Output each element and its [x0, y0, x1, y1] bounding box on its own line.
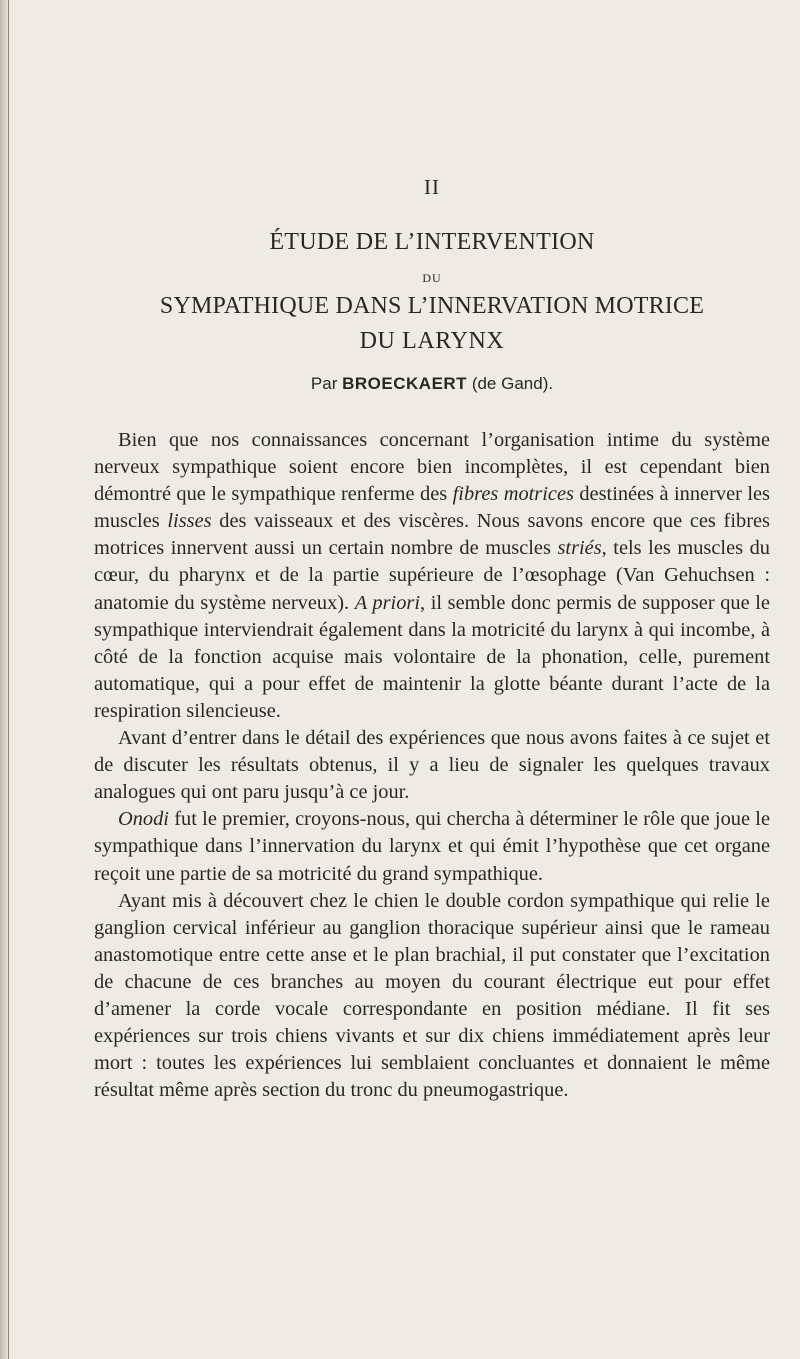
paragraph-text: fut le premier, croyons-nous, qui chercha à déterminer le rôle que joue le sympathique dans l’innervation du larynx et qui émit l’hypothèse que cet organe reçoit une partie de sa motricité du grand sympathique. — [94, 808, 770, 885]
paragraph-text: Avant d’entrer dans le détail des expériences que nous avons faites à ce sujet et de discuter les résultats obtenus, il y a lieu de signaler les quelques travaux analogues qui ont paru jusqu’à ce jour. — [94, 727, 770, 804]
article-title-connector: DU — [422, 271, 442, 285]
italic-term: striés — [557, 537, 602, 560]
paragraph-text: , il semble donc permis de supposer que le sympathique interviendrait également dans la motricité du larynx à qui incombe, à côté de la fonction acquise mais volontaire de la phonation, celle, purement automatique, qui a pour effet de maintenir la glotte béante durant l’acte de la respiration silencieuse. — [94, 591, 770, 722]
binding-edge — [8, 0, 9, 1359]
italic-term: lisses — [167, 510, 212, 533]
body-paragraph — [94, 725, 770, 806]
body-paragraph — [94, 427, 770, 725]
paragraph-text: Ayant mis à découvert chez le chien le double cordon sympathique qui relie le ganglion cervical inférieur au ganglion thoracique supérieur ainsi que le rameau anastomotique entre cette anse et le plan brachial, il put constater que l’excitation de chacune de ces branches au moyen du courant électrique eut pour effet d’amener la corde vocale correspondante en position médiane. Il fit ses expériences sur trois chiens vivants et sur dix chiens immédiatement après leur mort : toutes les expériences lui semblaient concluantes et donnaient le même résultat même après section du tronc du pneumogastrique. — [94, 889, 770, 1102]
body-paragraph — [94, 806, 770, 887]
article-title-line-3: DU LARYNX — [359, 328, 505, 354]
paragraph-text: des vaisseaux et des viscères. Nous savons encore que ces fibres motrices innervent aussi un certain nombre de muscles — [94, 510, 770, 560]
italic-term: A priori — [354, 591, 421, 614]
byline — [94, 374, 770, 394]
italic-term: fibres motrices — [452, 483, 574, 506]
article-title-line-2: SYMPATHIQUE DANS L’INNERVATION MOTRICE — [159, 293, 705, 319]
article-title-line-1: ÉTUDE DE L’INTERVENTION — [269, 229, 595, 255]
italic-term: Onodi — [118, 808, 169, 831]
body-paragraph — [94, 888, 770, 1105]
author-affiliation: (de Gand). — [471, 374, 554, 393]
paragraph-text: , tels les muscles du cœur, du pharynx et de la partie supérieure de l’œsophage (Van Gehuchsen : anatomie du système nerveux). — [94, 537, 770, 614]
paragraph-text: Bien que nos connaissances concernant l’organisation intime du système nerveux sympathique soient encore bien incomplètes, il est cependant bien démontré que le sympathique renferme des — [94, 429, 770, 506]
article-body — [94, 427, 770, 1104]
byline-prefix: Par — [310, 374, 338, 393]
paragraph-text: destinées à innerver les muscles — [94, 483, 770, 533]
section-number: II — [424, 175, 440, 199]
author-name: BROECKAERT — [342, 374, 468, 393]
